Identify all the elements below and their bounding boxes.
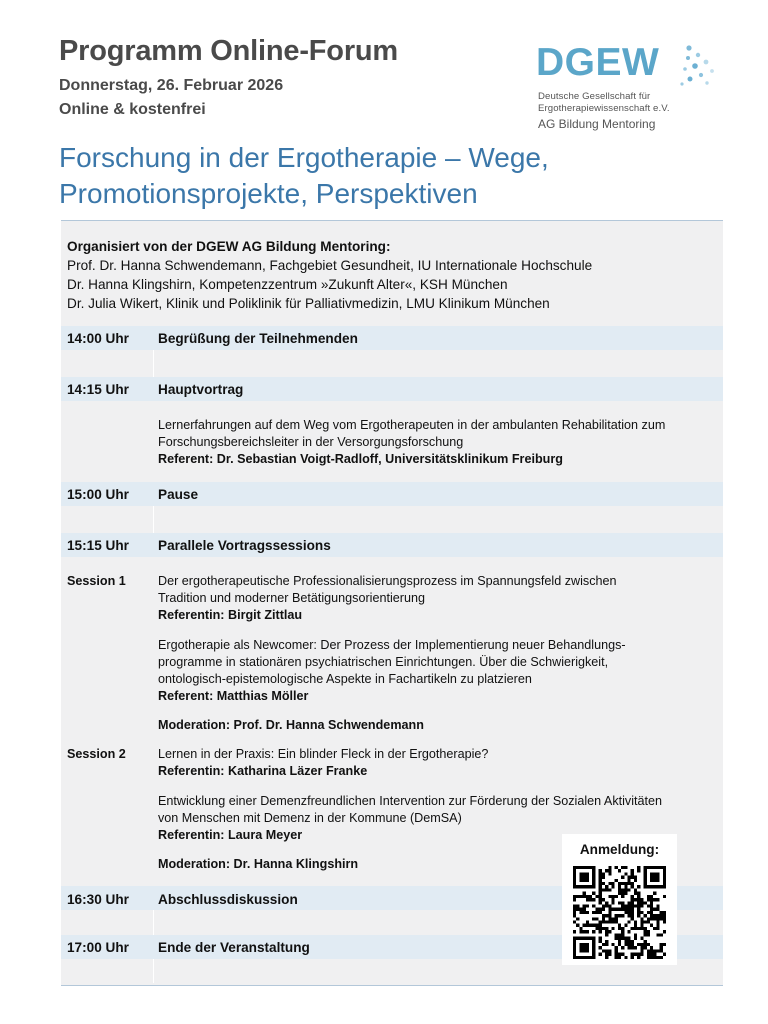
row-divider — [153, 910, 154, 935]
label-end: Ende der Veranstaltung — [158, 940, 310, 955]
main-title-line2: Promotionsprojekte, Perspektiven — [59, 178, 478, 209]
time-pause: 15:00 Uhr — [67, 487, 129, 502]
label-keynote: Hauptvortrag — [158, 382, 244, 397]
event-date: Donnerstag, 26. Februar 2026 — [59, 77, 284, 94]
time-discussion: 16:30 Uhr — [67, 892, 129, 907]
session1-talk1-line2: Tradition und moderner Betätigungsorientierung — [158, 591, 425, 605]
organizer-line: Dr. Julia Wikert, Klinik und Poliklinik für Palliativmedizin, LMU Klinikum München — [67, 296, 550, 311]
session2-talk2-line2: von Menschen mit Demenz in der Kommune (DemSA) — [158, 811, 462, 825]
event-location: Online & kostenfrei — [59, 101, 206, 118]
row-divider — [153, 350, 154, 377]
session1-talk1-speaker: Referentin: Birgit Zittlau — [158, 608, 303, 622]
label-welcome: Begrüßung der Teilnehmenden — [158, 331, 358, 346]
session2-talk1-line1: Lernen in der Praxis: Ein blinder Fleck in der Ergotherapie? — [158, 747, 489, 761]
session2-talk2-line1: Entwicklung einer Demenzfreundlichen Intervention zur Förderung der Sozialen Aktivitäten — [158, 794, 663, 808]
time-keynote: 14:15 Uhr — [67, 382, 129, 397]
label-pause: Pause — [158, 487, 199, 502]
session1-talk2-line1: Ergotherapie als Newcomer: Der Prozess der Implementierung neuer Behandlungs- — [158, 638, 626, 652]
session2-talk1-speaker: Referentin: Katharina Läzer Franke — [158, 764, 368, 778]
logo-dots-icon — [679, 44, 719, 88]
main-title-line1: Forschung in der Ergotherapie – Wege, — [59, 142, 549, 173]
dgew-logo — [536, 40, 726, 135]
keynote-speaker: Referent: Dr. Sebastian Voigt-Radloff, Universitätsklinikum Freiburg — [158, 452, 563, 466]
time-end: 17:00 Uhr — [67, 940, 129, 955]
organizer-line: Dr. Hanna Klingshirn, Kompetenzzentrum »Zukunft Alter«, KSH München — [67, 277, 508, 292]
time-parallel: 15:15 Uhr — [67, 538, 129, 553]
row-divider — [153, 506, 154, 533]
main-title — [59, 140, 739, 212]
session1-talk2-line3: ontologisch-epistemologische Aspekte in Fachartikeln zu platzieren — [158, 672, 532, 686]
session2-label: Session 2 — [67, 747, 126, 761]
label-parallel: Parallele Vortragssessions — [158, 538, 331, 553]
session1-moderation: Moderation: Prof. Dr. Hanna Schwendemann — [158, 718, 424, 732]
session1-talk1-line1: Der ergotherapeutische Professionalisierungsprozess im Spannungsfeld zwischen — [158, 574, 617, 588]
logo-wordmark: DGEW — [536, 41, 660, 84]
row-divider — [153, 959, 154, 983]
label-discussion: Abschlussdiskussion — [158, 892, 298, 907]
keynote-text-line2: Forschungsbereichsleiter in der Versorgungsforschung — [158, 435, 464, 449]
keynote-text-line1: Lernerfahrungen auf dem Weg vom Ergotherapeuten in der ambulanten Rehabilitation zum — [158, 418, 666, 432]
organizer-line: Prof. Dr. Hanna Schwendemann, Fachgebiet Gesundheit, IU Internationale Hochschule — [67, 258, 593, 273]
time-welcome: 14:00 Uhr — [67, 331, 129, 346]
qr-code-icon[interactable] — [573, 866, 666, 959]
registration-label: Anmeldung: — [579, 842, 660, 857]
logo-subtitle-line2: Ergotherapiewissenschaft e.V. — [538, 103, 670, 114]
session1-talk2-speaker: Referent: Matthias Möller — [158, 689, 309, 703]
session1-talk2-line2: programme in stationären psychiatrischen Einrichtungen. Über die Schwierigkeit, — [158, 655, 609, 669]
session1-label: Session 1 — [67, 574, 126, 588]
organizers-heading: Organisiert von der DGEW AG Bildung Mentoring: — [67, 239, 391, 254]
session2-talk2-speaker: Referentin: Laura Meyer — [158, 828, 303, 842]
session2-moderation: Moderation: Dr. Hanna Klingshirn — [158, 857, 359, 871]
registration-qr-box[interactable] — [562, 834, 677, 965]
logo-working-group: AG Bildung Mentoring — [538, 117, 656, 131]
program-title: Programm Online-Forum — [59, 35, 398, 67]
logo-subtitle-line1: Deutsche Gesellschaft für — [538, 91, 651, 102]
